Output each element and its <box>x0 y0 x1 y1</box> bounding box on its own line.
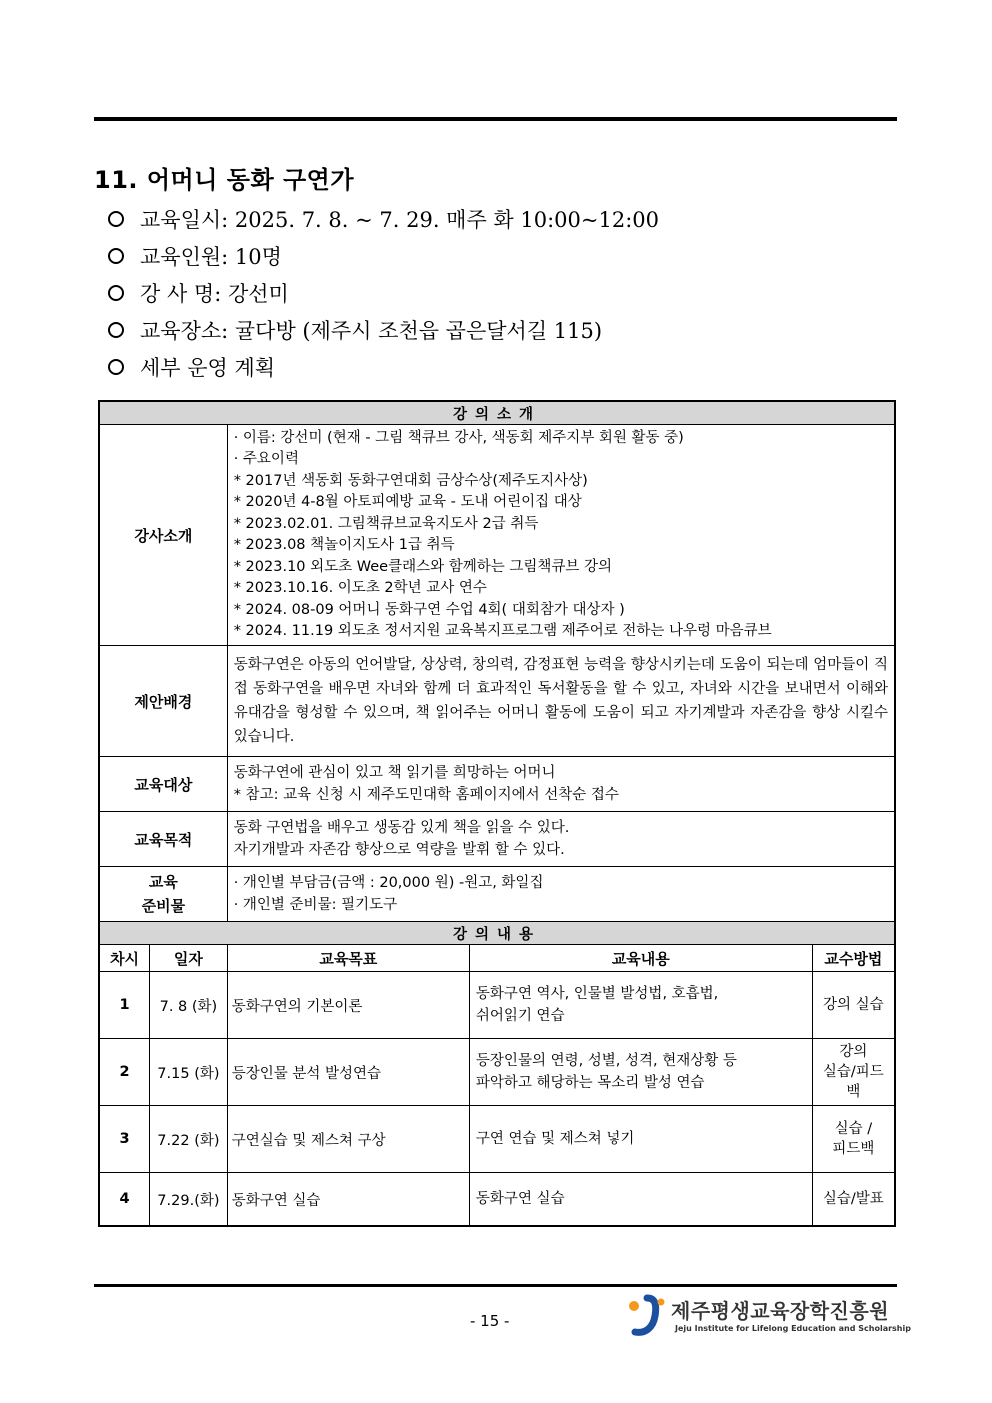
course-plan-table <box>98 400 896 1227</box>
session-method: 강의 실습/피드 백 <box>812 1039 895 1106</box>
organization-english-name: Jeju Institute for Lifelong Education and Scholarship <box>675 1324 911 1333</box>
instructor-line: · 주요이력 <box>233 451 299 467</box>
goal-label: 교육목적 <box>99 812 227 867</box>
page-number: - 15 - <box>470 1312 510 1330</box>
table-row <box>99 972 895 1039</box>
prep-row <box>99 867 895 922</box>
column-header: 교육내용 <box>469 945 812 972</box>
session-number: 1 <box>99 972 150 1039</box>
goal-line: 동화 구연법을 배우고 생동감 있게 책을 읽을 수 있다. <box>233 820 570 836</box>
column-header: 일자 <box>150 945 228 972</box>
list-item: 강 사 명: 강선미 <box>108 277 659 314</box>
background-row <box>99 646 895 757</box>
table-row <box>99 1106 895 1173</box>
goal-row <box>99 812 895 867</box>
column-header: 교수방법 <box>812 945 895 972</box>
table-row <box>99 1173 895 1227</box>
circle-bullet-icon <box>108 322 124 338</box>
session-goal: 등장인물 분석 발성연습 <box>227 1039 469 1106</box>
instructor-line: * 2023.08 책놀이지도사 1급 취득 <box>233 537 455 553</box>
session-method: 강의 실습 <box>812 972 895 1039</box>
intro-header-row <box>99 401 895 425</box>
instructor-line: * 2020년 4-8월 아토피예방 교육 - 도내 어린이집 대상 <box>233 494 582 510</box>
circle-bullet-icon <box>108 359 124 375</box>
session-goal: 동화구연의 기본이론 <box>227 972 469 1039</box>
instructor-line: * 2023.02.01. 그림책큐브교육지도사 2급 취득 <box>233 515 539 532</box>
background-text: 동화구연은 아동의 언어발달, 상상력, 창의력, 감정표현 능력을 향상시키는데 도움이 되는데 엄마들이 직접 동화구연을 배우면 자녀와 함께 더 효과적인 독서활동을 할 수 있고, 자녀와 시간을 보내면서 이해와 유대감을 형성할 수 있으며, 책 읽어주는 어머니 활동에 도움이 되고 자기계발과 자존감을 향상 시킬수 있습니다. <box>233 657 888 745</box>
goal-details <box>227 812 895 867</box>
session-number: 4 <box>99 1173 150 1227</box>
circle-bullet-icon <box>108 211 124 227</box>
session-goal: 구연실습 및 제스쳐 구상 <box>227 1106 469 1173</box>
overview-list <box>108 203 659 388</box>
session-number: 3 <box>99 1106 150 1173</box>
schedule-header: 강의내용 <box>99 922 895 945</box>
institute-logo-icon <box>627 1294 665 1336</box>
session-method: 실습 / 피드백 <box>812 1106 895 1173</box>
instructor-line: * 2024. 08-09 어머니 동화구연 수업 4회( 대회참가 대상자 ) <box>233 601 625 618</box>
list-item: 교육일시: 2025. 7. 8. ~ 7. 29. 매주 화 10:00~12:00 <box>108 203 659 240</box>
circle-bullet-icon <box>108 248 124 264</box>
session-content: 구연 연습 및 제스쳐 넣기 <box>469 1106 812 1173</box>
list-item: 세부 운영 계획 <box>108 351 659 388</box>
prep-line: · 개인별 준비물: 필기도구 <box>233 897 398 913</box>
schedule-header-row <box>99 922 895 945</box>
intro-header: 강의소개 <box>99 401 895 425</box>
target-label: 교육대상 <box>99 757 227 812</box>
schedule-column-headers <box>99 945 895 972</box>
session-date: 7. 8 (화) <box>150 972 228 1039</box>
instructor-row <box>99 425 895 646</box>
session-date: 7.29.(화) <box>150 1173 228 1227</box>
instructor-line: * 2017년 색동회 동화구연대회 금상수상(제주도지사상) <box>233 472 588 489</box>
column-header: 차시 <box>99 945 150 972</box>
target-line: * 참고: 교육 신청 시 제주도민대학 홈페이지에서 선착순 접수 <box>233 787 619 803</box>
target-row <box>99 757 895 812</box>
session-content: 등장인물의 연령, 성별, 성격, 현재상황 등 파악하고 해당하는 목소리 발성 연습 <box>469 1039 812 1106</box>
instructor-details <box>227 425 895 646</box>
session-goal: 동화구연 실습 <box>227 1173 469 1227</box>
session-number: 2 <box>99 1039 150 1106</box>
session-method: 실습/발표 <box>812 1173 895 1227</box>
background-label: 제안배경 <box>99 646 227 757</box>
instructor-line: * 2023.10.16. 이도초 2학년 교사 연수 <box>233 580 487 596</box>
instructor-line: * 2023.10 외도초 Wee클래스와 함께하는 그림책큐브 강의 <box>233 558 613 575</box>
session-date: 7.22 (화) <box>150 1106 228 1173</box>
list-item: 교육인원: 10명 <box>108 240 659 277</box>
organization-logo <box>627 1294 911 1338</box>
column-header: 교육목표 <box>227 945 469 972</box>
prep-label: 교육 준비물 <box>99 867 227 922</box>
session-content: 동화구연 역사, 인물별 발성법, 호흡법, 쉬어읽기 연습 <box>469 972 812 1039</box>
circle-bullet-icon <box>108 285 124 301</box>
target-line: 동화구연에 관심이 있고 책 읽기를 희망하는 어머니 <box>233 765 556 781</box>
session-content: 동화구연 실습 <box>469 1173 812 1227</box>
prep-details <box>227 867 895 922</box>
list-item: 교육장소: 귤다방 (제주시 조천읍 곱은달서길 115) <box>108 314 659 351</box>
bottom-rule <box>94 1284 897 1287</box>
top-rule <box>94 117 897 121</box>
background-text-cell <box>227 646 895 757</box>
goal-line: 자기개발과 자존감 향상으로 역량을 발휘 할 수 있다. <box>233 842 565 858</box>
section-title: 11. 어머니 동화 구연가 <box>94 166 355 194</box>
instructor-line: * 2024. 11.19 외도초 정서지원 교육복지프로그램 제주어로 전하는 나우렁 마음큐브 <box>233 623 772 639</box>
table-row <box>99 1039 895 1106</box>
prep-line: · 개인별 부담금(금액 : 20,000 원) -원고, 화일집 <box>233 875 544 891</box>
organization-name: 제주평생교육장학진흥원 <box>671 1299 890 1323</box>
target-details <box>227 757 895 812</box>
session-date: 7.15 (화) <box>150 1039 228 1106</box>
instructor-label: 강사소개 <box>99 425 227 646</box>
instructor-line: · 이름: 강선미 (현재 - 그림 책큐브 강사, 색동회 제주지부 회원 활동 중) <box>233 429 684 446</box>
